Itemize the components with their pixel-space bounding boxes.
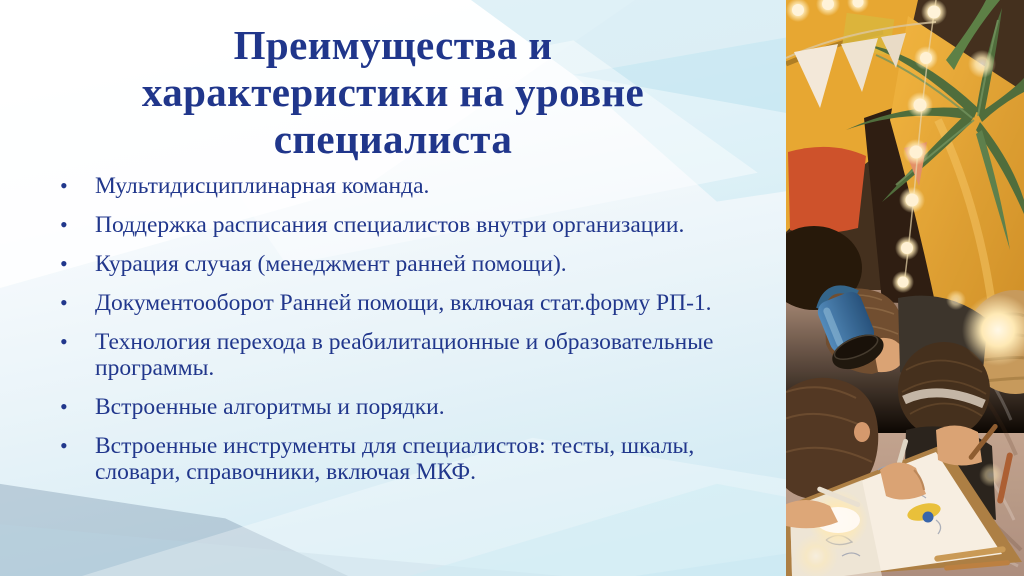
bullet-text: Курация случая (менеджмент ранней помощи). — [95, 251, 567, 277]
children-drawing-under-tent-photo — [786, 0, 1024, 576]
bullet-marker: • — [60, 212, 68, 237]
bullet-marker: • — [60, 433, 68, 458]
bullet-text: Встроенные алгоритмы и порядки. — [95, 394, 445, 420]
bullet-marker: • — [60, 173, 68, 198]
list-item — [60, 251, 770, 277]
bullet-marker: • — [60, 394, 68, 419]
bullet-text: Встроенные инструменты для специалистов: тесты, шкалы, словари, справочники, включая МКФ. — [95, 433, 695, 485]
title-line: характеристики на уровне — [141, 69, 645, 115]
list-item — [60, 394, 770, 420]
list-item — [60, 290, 770, 316]
list-item — [60, 433, 770, 485]
bullet-list — [60, 173, 770, 498]
bullet-text: Мультидисциплинарная команда. — [95, 173, 430, 199]
bullet-text: Поддержка расписания специалистов внутри организации. — [95, 212, 685, 238]
title-line: специалиста — [273, 116, 513, 162]
bullet-text: Документооборот Ранней помощи, включая стат.форму РП-1. — [95, 290, 712, 316]
bullet-marker: • — [60, 329, 68, 354]
bullet-text: Технология перехода в реабилитационные и образовательные программы. — [95, 329, 714, 381]
list-item — [60, 173, 770, 199]
list-item — [60, 212, 770, 238]
bullet-marker: • — [60, 290, 68, 315]
page-title — [0, 22, 786, 163]
bullet-marker: • — [60, 251, 68, 276]
list-item — [60, 329, 770, 381]
title-line: Преимущества и — [233, 22, 553, 68]
